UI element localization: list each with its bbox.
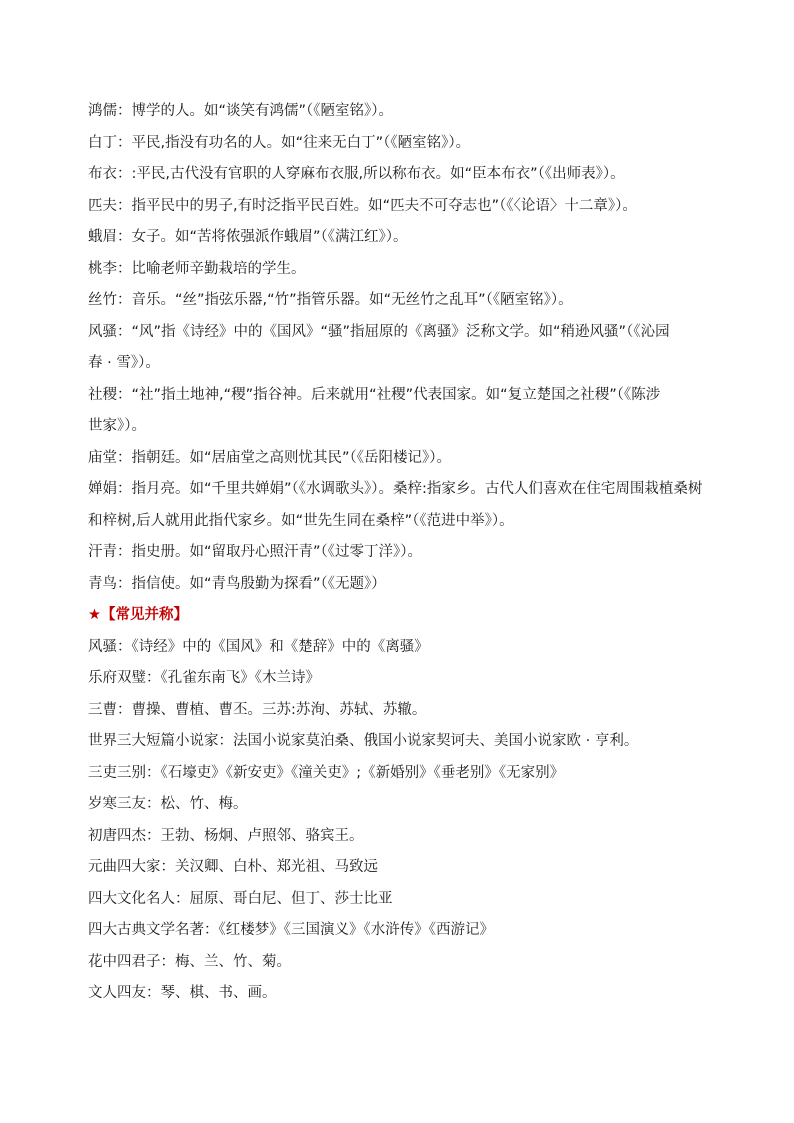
pair-sanli-sanbie: 三吏三别：《石壕吏》《新安吏》《潼关吏》;《新婚别》《垂老别》《无家别》 bbox=[88, 764, 565, 781]
pair-four-friends: 文人四友：琴、棋、书、画。 bbox=[88, 985, 277, 1001]
section-heading-text: 【常见并称】 bbox=[101, 607, 188, 623]
entry-buyi: 布衣：:平民,古代没有官职的人穿麻布衣服,所以称布衣。如“臣本布衣”（《出师表》）。 bbox=[88, 166, 625, 182]
pair-four-gentlemen: 花中四君子：梅、兰、竹、菊。 bbox=[88, 953, 291, 970]
pair-short-story-writers: 世界三大短篇小说家：法国小说家莫泊桑、俄国小说家契诃夫、美国小说家欧 · 亨利。 bbox=[88, 733, 639, 749]
entry-taoli: 桃李：比喻老师辛勤栽培的学生。 bbox=[88, 260, 306, 277]
entry-sheji-line1: 社稷：“社”指土地神,“稷”指谷神。后来就用“社稷”代表国家。如“复立楚国之社稷”（《陈涉 bbox=[88, 386, 661, 403]
entry-fengsao-line1: 风骚：“风”指《诗经》中的《国风》“骚”指屈原的《离骚》泛称文学。如“稍逊风骚”（《沁园 bbox=[88, 323, 670, 340]
pair-yuefu: 乐府双璧：《孔雀东南飞》《木兰诗》 bbox=[88, 670, 320, 686]
entry-pifu: 匹夫：指平民中的男子,有时泛指平民百姓。如“匹夫不可夺志也”（《〈论语〉十二章》）。 bbox=[88, 197, 637, 214]
entry-miaotang: 庙堂：指朝廷。如“居庙堂之高则忧其民”（《岳阳楼记》）。 bbox=[88, 449, 452, 466]
pair-suihan-sanyou: 岁寒三友：松、竹、梅。 bbox=[88, 796, 248, 812]
entry-baiding: 白丁：平民,指没有功名的人。如“往来无白丁”（《陋室铭》）。 bbox=[88, 134, 471, 151]
entry-hanqing: 汗青：指史册。如“留取丹心照汗青”（《过零丁洋》）。 bbox=[88, 544, 423, 560]
star-icon: ★ bbox=[88, 607, 101, 623]
entry-sheji bbox=[88, 380, 722, 443]
section-heading-common-pairs bbox=[88, 600, 722, 632]
entry-fengsao-line2: 春 · 雪》）。 bbox=[88, 355, 160, 371]
document-body bbox=[88, 96, 722, 1010]
pair-classic-novels: 四大古典文学名著：《红楼梦》《三国演义》《水浒传》《西游记》 bbox=[88, 922, 494, 938]
pair-yuanqu-sidajia: 元曲四大家：关汉卿、白朴、郑光祖、马致远 bbox=[88, 859, 378, 875]
pair-fengsao: 风骚：《诗经》中的《国风》和《楚辞》中的《离骚》 bbox=[88, 638, 429, 655]
entry-hongru: 鸿儒：博学的人。如“谈笑有鸿儒”（《陋室铭》）。 bbox=[88, 103, 394, 119]
entry-fengsao bbox=[88, 317, 722, 380]
entry-chanjuan-line2: 和梓树,后人就用此指代家乡。如“世先生同在桑梓”（《范进中举》）。 bbox=[88, 512, 514, 529]
entry-sizhu: 丝竹：音乐。“丝”指弦乐器,“竹”指管乐器。如“无丝竹之乱耳”（《陋室铭》）。 bbox=[88, 292, 573, 308]
pair-chutang-sijie: 初唐四杰：王勃、杨炯、卢照邻、骆宾王。 bbox=[88, 827, 364, 844]
entry-qingniao: 青鸟：指信使。如“青鸟殷勤为探看”（《无题》） bbox=[88, 575, 386, 592]
pair-cultural-figures: 四大文化名人：屈原、哥白尼、但丁、莎士比亚 bbox=[88, 890, 393, 907]
entry-chanjuan bbox=[88, 474, 722, 537]
entry-chanjuan-line1: 婵娟：指月亮。如“千里共婵娟”（《水调歌头》）。桑梓:指家乡。古代人们喜欢在住宅周围栽植桑树 bbox=[88, 481, 703, 497]
pair-sancao: 三曹：曹操、曹植、曹丕。三苏:苏洵、苏轼、苏辙。 bbox=[88, 701, 427, 718]
entry-sheji-line2: 世家》）。 bbox=[88, 418, 146, 434]
entry-emei: 蛾眉：女子。如“苦将侬强派作蛾眉”（《满江红》）。 bbox=[88, 229, 408, 245]
